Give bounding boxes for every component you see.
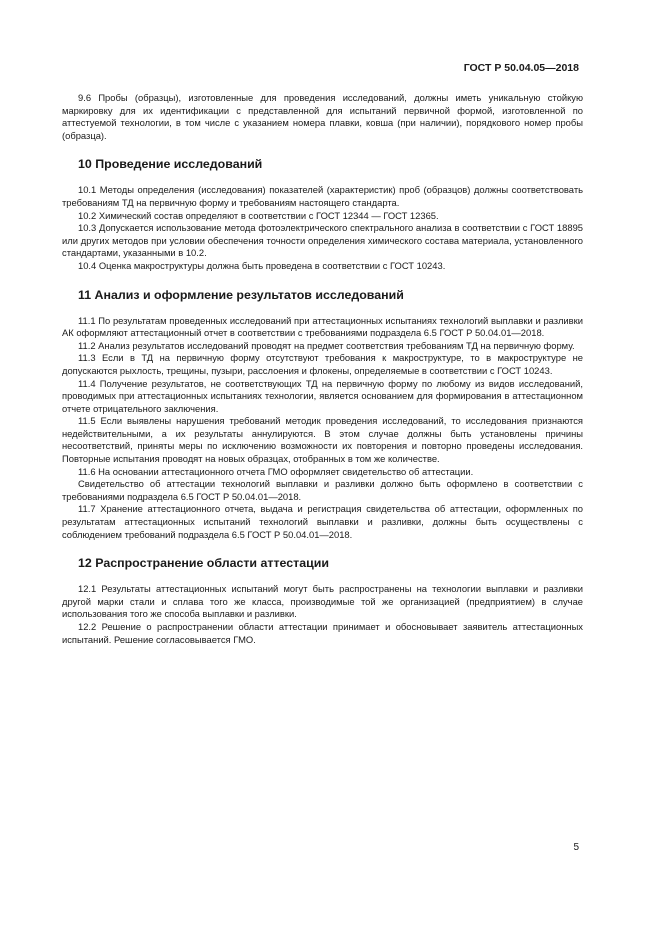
paragraph-12-1: 12.1 Результаты аттестационных испытаний могут быть распространены на технологии выплавки и разливки другой марки стали и сплава того же класса, производимые той же организацией (предприятием) в случае использования того же способа выплавки и разливки. (62, 583, 583, 620)
section-11-title: 11 Анализ и оформление результатов исследований (78, 287, 404, 302)
paragraph-11-7: 11.7 Хранение аттестационного отчета, выдача и регистрация свидетельства об аттестации, оформленных по результатам аттестационных испытаний технологий выплавки и разливки, должны быть осуществлены с соблюдением требований подраздела 6.5 ГОСТ Р 50.04.01—2018. (62, 503, 583, 540)
paragraph-11-2: 11.2 Анализ результатов исследований проводят на предмет соответствия требованиям ТД на первичную форму. (78, 339, 575, 351)
paragraph-11-5: 11.5 Если выявлены нарушения требований методик проведения исследований, то исследования признаются недействительными, а их результаты аннулируются. В этом случае должны быть установлены причины несоответствий, приняты меры по исключению возможности их повторения и повторно проведены исследования. Повторные испытания проводят на новых образцах, отобранных в том же количестве. (62, 415, 583, 465)
section-10-title: 10 Проведение исследований (78, 157, 263, 172)
paragraph-11-3: 11.3 Если в ТД на первичную форму отсутствуют требования к макроструктуре, то в макроструктуре не допускаются рыхлость, трещины, пузыри, расслоения и флокены, определяемые в соответствии с ГОСТ 10243. (62, 352, 583, 376)
paragraph-12-2: 12.2 Решение о распространении области аттестации принимает и обосновывает заявитель аттестационных испытаний. Решение согласовывается ГМО. (62, 621, 583, 645)
page-number: 5 (573, 842, 579, 853)
paragraph-11-6: 11.6 На основании аттестационного отчета ГМО оформляет свидетельство об аттестации. (78, 465, 474, 477)
paragraph-9-6: 9.6 Пробы (образцы), изготовленные для проведения исследований, должны иметь уникальную стойкую маркировку для их идентификации с представленной для испытаний первичной формой, изготовленной по аттестуемой технологии, в том числе с указанием номера плавки, ковша (при наличии), порядкового номер пробы (образца). (62, 92, 583, 141)
paragraph-10-2: 10.2 Химический состав определяют в соответствии с ГОСТ 12344 — ГОСТ 12365. (78, 209, 439, 221)
section-12-title: 12 Распространение области аттестации (78, 556, 329, 571)
paragraph-11-4: 11.4 Получение результатов, не соответствующих ТД на первичную форму по любому из видов исследований, проводимых при аттестационных испытаниях технологии, является основанием для формирования в аттестационном отчете отрицательного заключения. (62, 377, 583, 414)
document-code: ГОСТ Р 50.04.05—2018 (463, 62, 579, 74)
document-body (62, 92, 583, 646)
paragraph-11-1: 11.1 По результатам проведенных исследований при аттестационных испытаниях технологий выплавки и разливки АК оформляют аттестационный отчет в соответствии с требованиями подраздела 6.5 ГОСТ Р 50.04.01—2018. (62, 314, 583, 339)
paragraph-10-3: 10.3 Допускается использование метода фотоэлектрического спектрального анализа в соответствии с ГОСТ 18895 или других методов при условии обеспечения точности определения химического состава материала, установленного стандартами, указанными в 10.2. (62, 222, 583, 259)
paragraph-10-1: 10.1 Методы определения (исследования) показателей (характеристик) проб (образцов) должны соответствовать требованиям ТД на первичную форму и требованиям настоящего стандарта. (62, 184, 583, 208)
paragraph-11-6-cont: Свидетельство об аттестации технологий выплавки и разливки должно быть оформлено в соответствии с требованиями подраздела 6.5 ГОСТ Р 50.04.01—2018. (62, 478, 583, 502)
paragraph-10-4: 10.4 Оценка макроструктуры должна быть проведена в соответствии с ГОСТ 10243. (78, 259, 446, 271)
